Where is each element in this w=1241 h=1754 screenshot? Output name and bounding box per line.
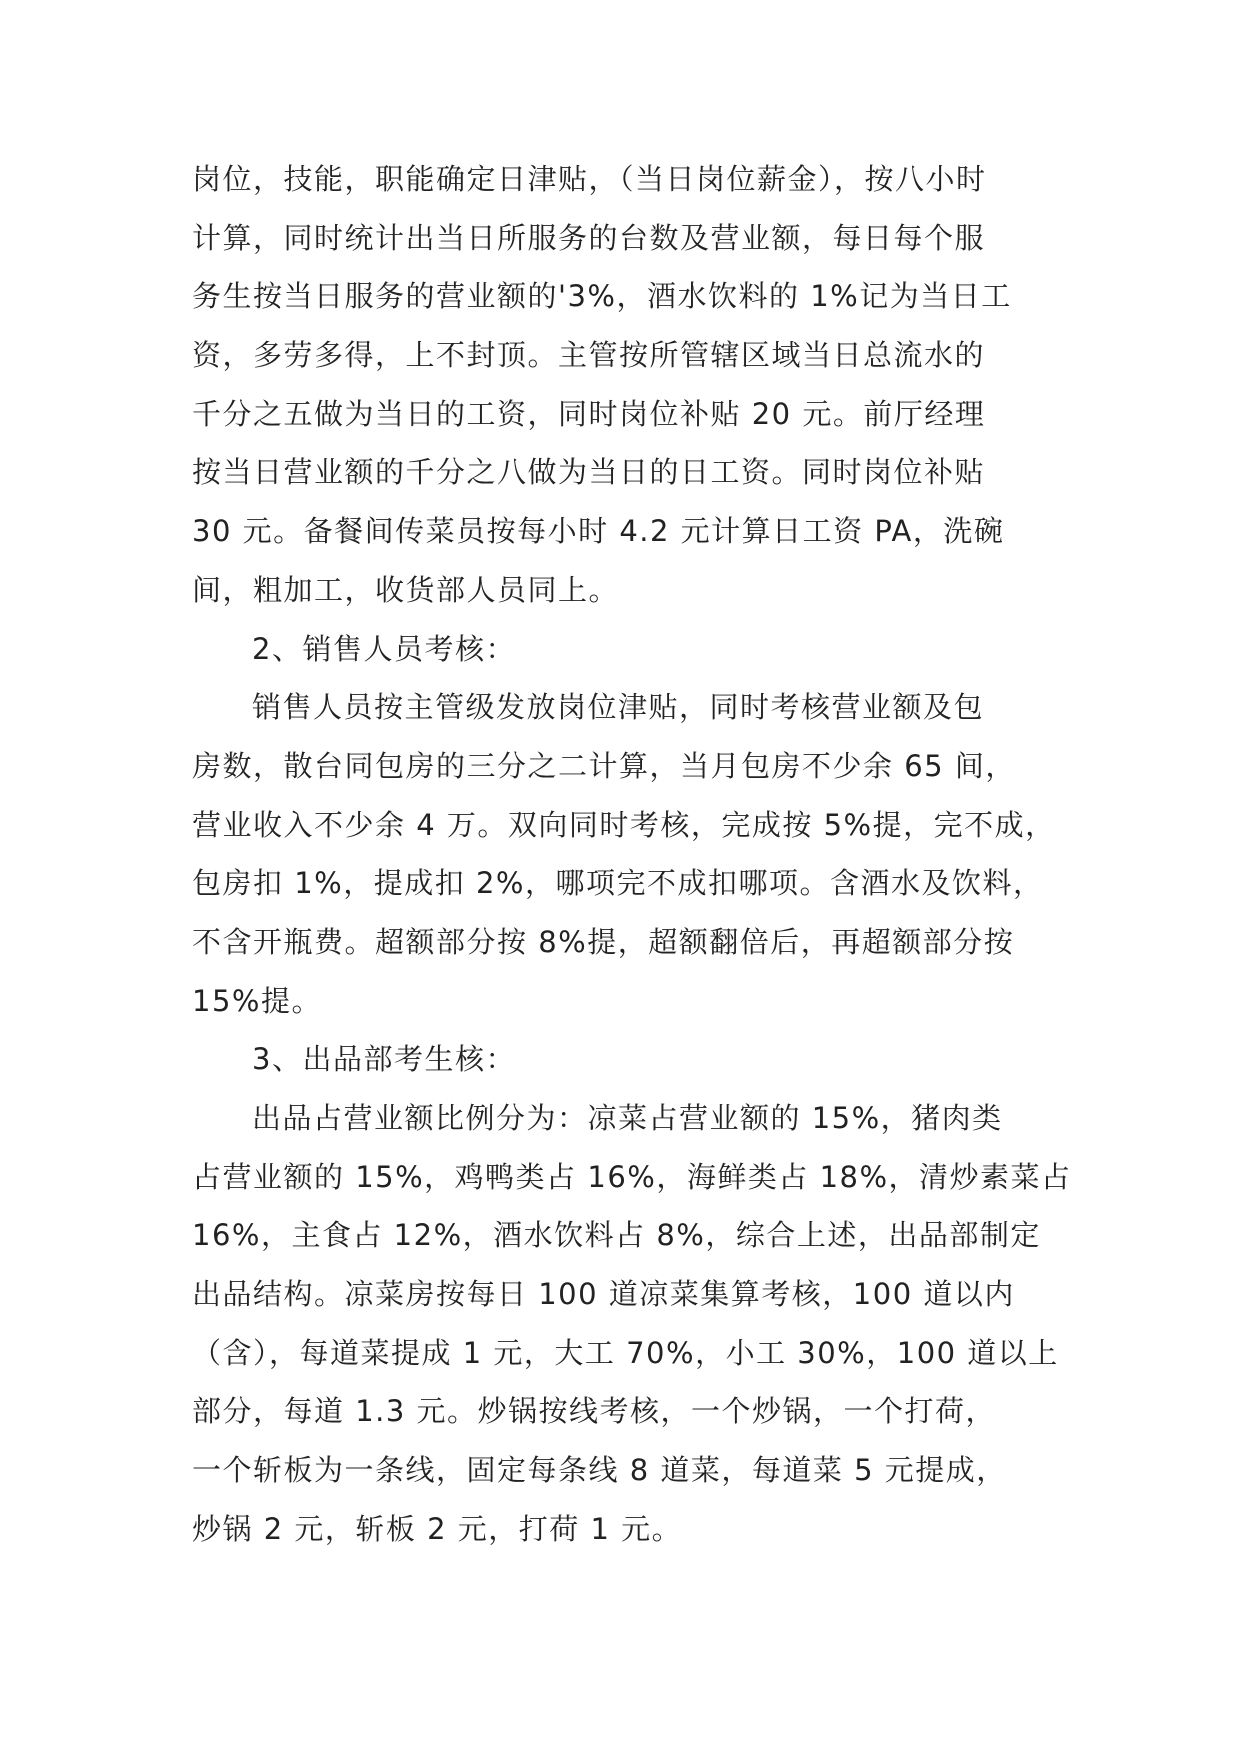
section-heading-kitchen: 3、出品部考生核： (252, 1042, 516, 1077)
text-line: 销售人员按主管级发放岗位津贴，同时考核营业额及包 (252, 690, 985, 725)
text-line: 出品结构。凉菜房按每日 100 道凉菜集算考核，100 道以内 (192, 1277, 1015, 1312)
text-line: （含），每道菜提成 1 元，大工 70%，小工 30%，100 道以上 (192, 1335, 1059, 1370)
text-line: 出品占营业额比例分为：凉菜占营业额的 15%，猪肉类 (252, 1101, 1003, 1135)
text-line: 计算，同时统计出当日所服务的台数及营业额，每日每个服 (192, 220, 986, 255)
text-line: 包房扣 1%，提成扣 2%，哪项完不成扣哪项。含酒水及饮料， (192, 866, 1044, 901)
document-page (192, 150, 1072, 1559)
text-line: 一个斩板为一条线，固定每条线 8 道菜，每道菜 5 元提成， (192, 1453, 1007, 1488)
text-line: 间，粗加工，收货部人员同上。 (192, 572, 620, 607)
text-line: 15%提。 (192, 983, 322, 1018)
text-line: 不含开瓶费。超额部分按 8%提，超额翻倍后，再超额部分按 (192, 924, 1015, 959)
text-line: 16%，主食占 12%，酒水饮料占 8%，综合上述，出品部制定 (192, 1218, 1041, 1253)
text-line: 炒锅 2 元，斩板 2 元，打荷 1 元。 (192, 1511, 683, 1546)
text-line: 部分，每道 1.3 元。炒锅按线考核，一个炒锅，一个打荷， (192, 1394, 997, 1429)
text-line: 营业收入不少余 4 万。双向同时考核，完成按 5%提，完不成， (192, 807, 1056, 842)
text-line: 资，多劳多得，上不封顶。主管按所管辖区域当日总流水的 (192, 338, 986, 373)
text-line: 岗位，技能，职能确定日津贴，（当日岗位薪金），按八小时 (192, 162, 987, 196)
text-line: 占营业额的 15%，鸡鸭类占 16%，海鲜类占 18%，清炒素菜占 (192, 1159, 1072, 1194)
text-line: 30 元。备餐间传菜员按每小时 4.2 元计算日工资 PA，洗碗 (192, 514, 1005, 549)
text-line: 千分之五做为当日的工资，同时岗位补贴 20 元。前厅经理 (192, 396, 986, 431)
text-line: 房数，散台同包房的三分之二计算，当月包房不少余 65 间， (192, 748, 1016, 783)
paragraph-wage-rules (192, 150, 1072, 620)
text-line: 按当日营业额的千分之八做为当日的日工资。同时岗位补贴 (192, 455, 986, 490)
section-heading-sales: 2、销售人员考核： (252, 631, 516, 666)
text-line: 务生按当日服务的营业额的'3%，酒水饮料的 1%记为当日工 (192, 279, 1012, 314)
paragraph-sales-rules (192, 678, 1072, 1030)
paragraph-kitchen-rules (192, 1089, 1072, 1559)
